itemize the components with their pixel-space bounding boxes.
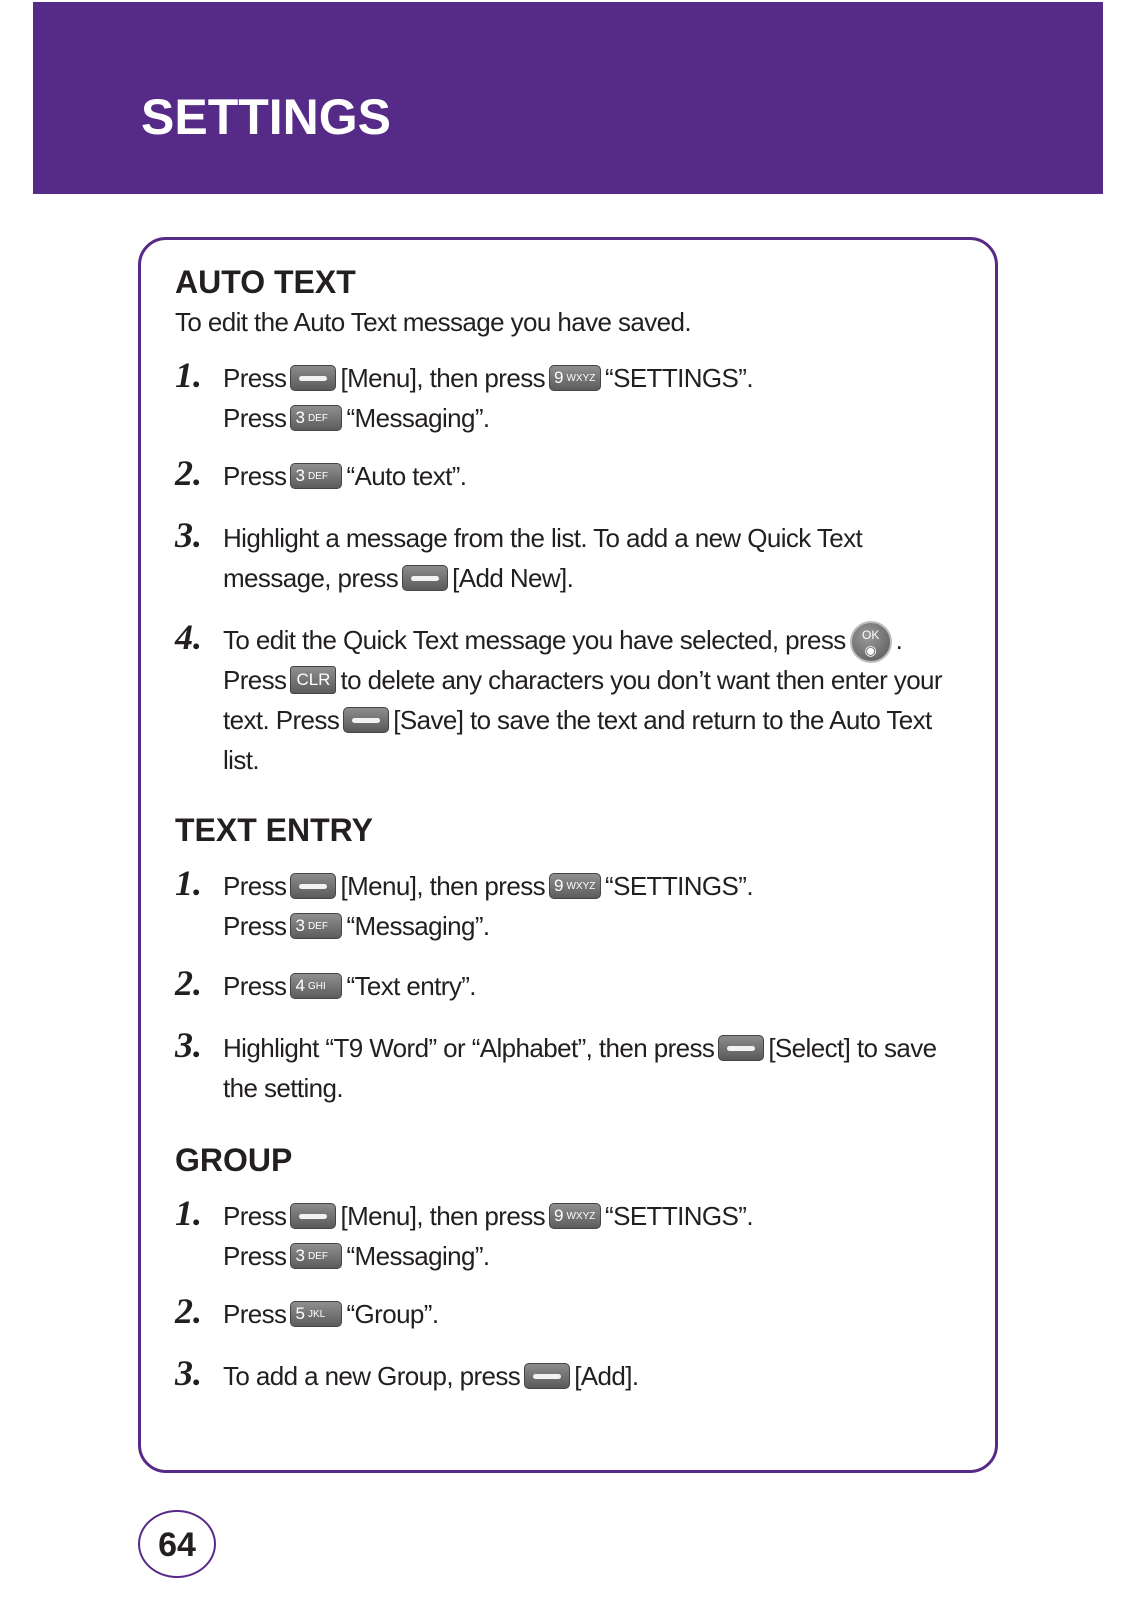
key-letters: GHI: [307, 980, 326, 992]
step-text-segment: Press: [223, 1241, 287, 1271]
step-line: [223, 966, 963, 1006]
step-text-segment: Highlight “T9 Word” or “Alphabet”, then press: [223, 1033, 715, 1063]
step-text: [223, 1196, 963, 1276]
step-text-segment: “Group”.: [346, 1299, 439, 1329]
step-text-segment: [Menu], then press: [340, 363, 546, 393]
step-text-segment: “Messaging”.: [346, 911, 490, 941]
step-text-segment: .: [895, 625, 903, 655]
step-text-segment: Press: [223, 1299, 287, 1329]
step-text-segment: Press: [223, 403, 287, 433]
step-text-segment: list.: [223, 745, 260, 775]
key-digit: 9: [554, 876, 564, 896]
softkey-button-icon: [290, 1203, 336, 1229]
step-line: [223, 398, 963, 438]
step-text-segment: Press: [223, 461, 287, 491]
key-digit: 5: [295, 1304, 305, 1324]
step-number: 2.: [175, 1291, 202, 1331]
step-line: [223, 866, 963, 906]
step-text: [223, 966, 963, 1006]
step-text: [223, 1294, 963, 1334]
step-text-segment: the setting.: [223, 1073, 343, 1103]
step-text: [223, 1356, 963, 1396]
step-text-segment: “Messaging”.: [346, 1241, 490, 1271]
step-text-segment: text. Press: [223, 705, 340, 735]
key-letters: WXYZ: [566, 372, 596, 384]
step-text-segment: Highlight a message from the list. To add a new Quick Text: [223, 523, 863, 553]
softkey-button-icon: [718, 1035, 764, 1061]
key-digit: 3: [295, 1246, 305, 1266]
ok-key-icon: [850, 621, 892, 663]
ok-key-label: OK: [861, 628, 880, 643]
step-line: [223, 456, 963, 496]
key-digit: 3: [295, 916, 305, 936]
step-text-segment: “Messaging”.: [346, 403, 490, 433]
key-letters: WXYZ: [566, 880, 596, 892]
step-text-segment: Press: [223, 665, 287, 695]
section-description: To edit the Auto Text message you have saved.: [175, 307, 691, 337]
step-line: [223, 1294, 963, 1334]
step-line: [223, 906, 963, 946]
softkey-button-icon: [343, 707, 389, 733]
step-number: 1.: [175, 863, 202, 903]
step-line: [223, 1068, 963, 1108]
step-text: [223, 1028, 963, 1108]
step-text: [223, 358, 963, 438]
step-text-segment: Press: [223, 363, 287, 393]
step-text-segment: [Add].: [574, 1361, 639, 1391]
number-key-9-icon: [549, 873, 601, 899]
page-number-badge: [138, 1510, 216, 1578]
step-line: [223, 518, 963, 558]
section-title-text-entry: TEXT ENTRY: [175, 812, 373, 848]
step-line: [223, 660, 963, 700]
key-letters: DEF: [307, 1250, 328, 1262]
key-digit: 9: [554, 1206, 564, 1226]
step-line: [223, 700, 963, 740]
key-letters: DEF: [307, 470, 328, 482]
step-text-segment: message, press: [223, 563, 399, 593]
step-text-segment: To add a new Group, press: [223, 1361, 521, 1391]
step-text: [223, 456, 963, 496]
number-key-9-icon: [549, 365, 601, 391]
step-text-segment: Press: [223, 871, 287, 901]
softkey-button-icon: [402, 565, 448, 591]
number-key-3-icon: [290, 913, 342, 939]
step-line: [223, 740, 963, 780]
step-text: [223, 866, 963, 946]
step-text-segment: To edit the Quick Text message you have selected, press: [223, 625, 846, 655]
step-text-segment: [Select] to save: [768, 1033, 937, 1063]
key-letters: DEF: [307, 412, 328, 424]
number-key-9-icon: [549, 1203, 601, 1229]
header-bar: [33, 2, 1103, 194]
step-text-segment: [Add New].: [452, 563, 574, 593]
page-number: 64: [158, 1526, 196, 1564]
page-title: SETTINGS: [141, 89, 392, 145]
step-line: [223, 358, 963, 398]
step-text-segment: Press: [223, 911, 287, 941]
number-key-3-icon: [290, 1243, 342, 1269]
step-text-segment: [Save] to save the text and return to the Auto Text: [393, 705, 932, 735]
step-text-segment: “SETTINGS”.: [605, 1201, 753, 1231]
step-number: 3.: [175, 515, 202, 555]
step-text-segment: [Menu], then press: [340, 871, 546, 901]
step-text-segment: Press: [223, 971, 287, 1001]
key-digit: 9: [554, 368, 564, 388]
content-box: [138, 237, 998, 1473]
clr-key-icon: CLR: [290, 666, 336, 694]
step-line: [223, 1356, 963, 1396]
number-key-5-icon: [290, 1301, 342, 1327]
step-text-segment: “Text entry”.: [346, 971, 476, 1001]
step-text: [223, 620, 963, 780]
step-number: 1.: [175, 355, 202, 395]
step-text-segment: [Menu], then press: [340, 1201, 546, 1231]
section-title-auto-text: AUTO TEXT: [175, 264, 356, 300]
step-number: 3.: [175, 1353, 202, 1393]
step-number: 3.: [175, 1025, 202, 1065]
step-number: 4.: [175, 617, 202, 657]
key-digit: 4: [295, 976, 305, 996]
key-digit: 3: [295, 408, 305, 428]
number-key-3-icon: [290, 405, 342, 431]
softkey-button-icon: [290, 365, 336, 391]
key-letters: WXYZ: [566, 1210, 596, 1222]
step-number: 2.: [175, 453, 202, 493]
softkey-button-icon: [290, 873, 336, 899]
section-title-group: GROUP: [175, 1142, 293, 1178]
step-text-segment: “Auto text”.: [346, 461, 467, 491]
step-text-segment: “SETTINGS”.: [605, 363, 753, 393]
step-line: [223, 558, 963, 598]
key-letters: DEF: [307, 920, 328, 932]
camera-icon: ◉: [864, 642, 877, 659]
step-text-segment: to delete any characters you don’t want then enter your: [340, 665, 942, 695]
step-text: [223, 518, 963, 598]
step-number: 2.: [175, 963, 202, 1003]
number-key-3-icon: [290, 463, 342, 489]
step-line: [223, 1028, 963, 1068]
number-key-4-icon: [290, 973, 342, 999]
softkey-button-icon: [524, 1363, 570, 1389]
step-number: 1.: [175, 1193, 202, 1233]
key-letters: JKL: [307, 1308, 326, 1320]
step-line: [223, 1236, 963, 1276]
step-text-segment: Press: [223, 1201, 287, 1231]
key-digit: 3: [295, 466, 305, 486]
step-text-segment: “SETTINGS”.: [605, 871, 753, 901]
step-line: [223, 1196, 963, 1236]
step-line: [223, 620, 963, 660]
